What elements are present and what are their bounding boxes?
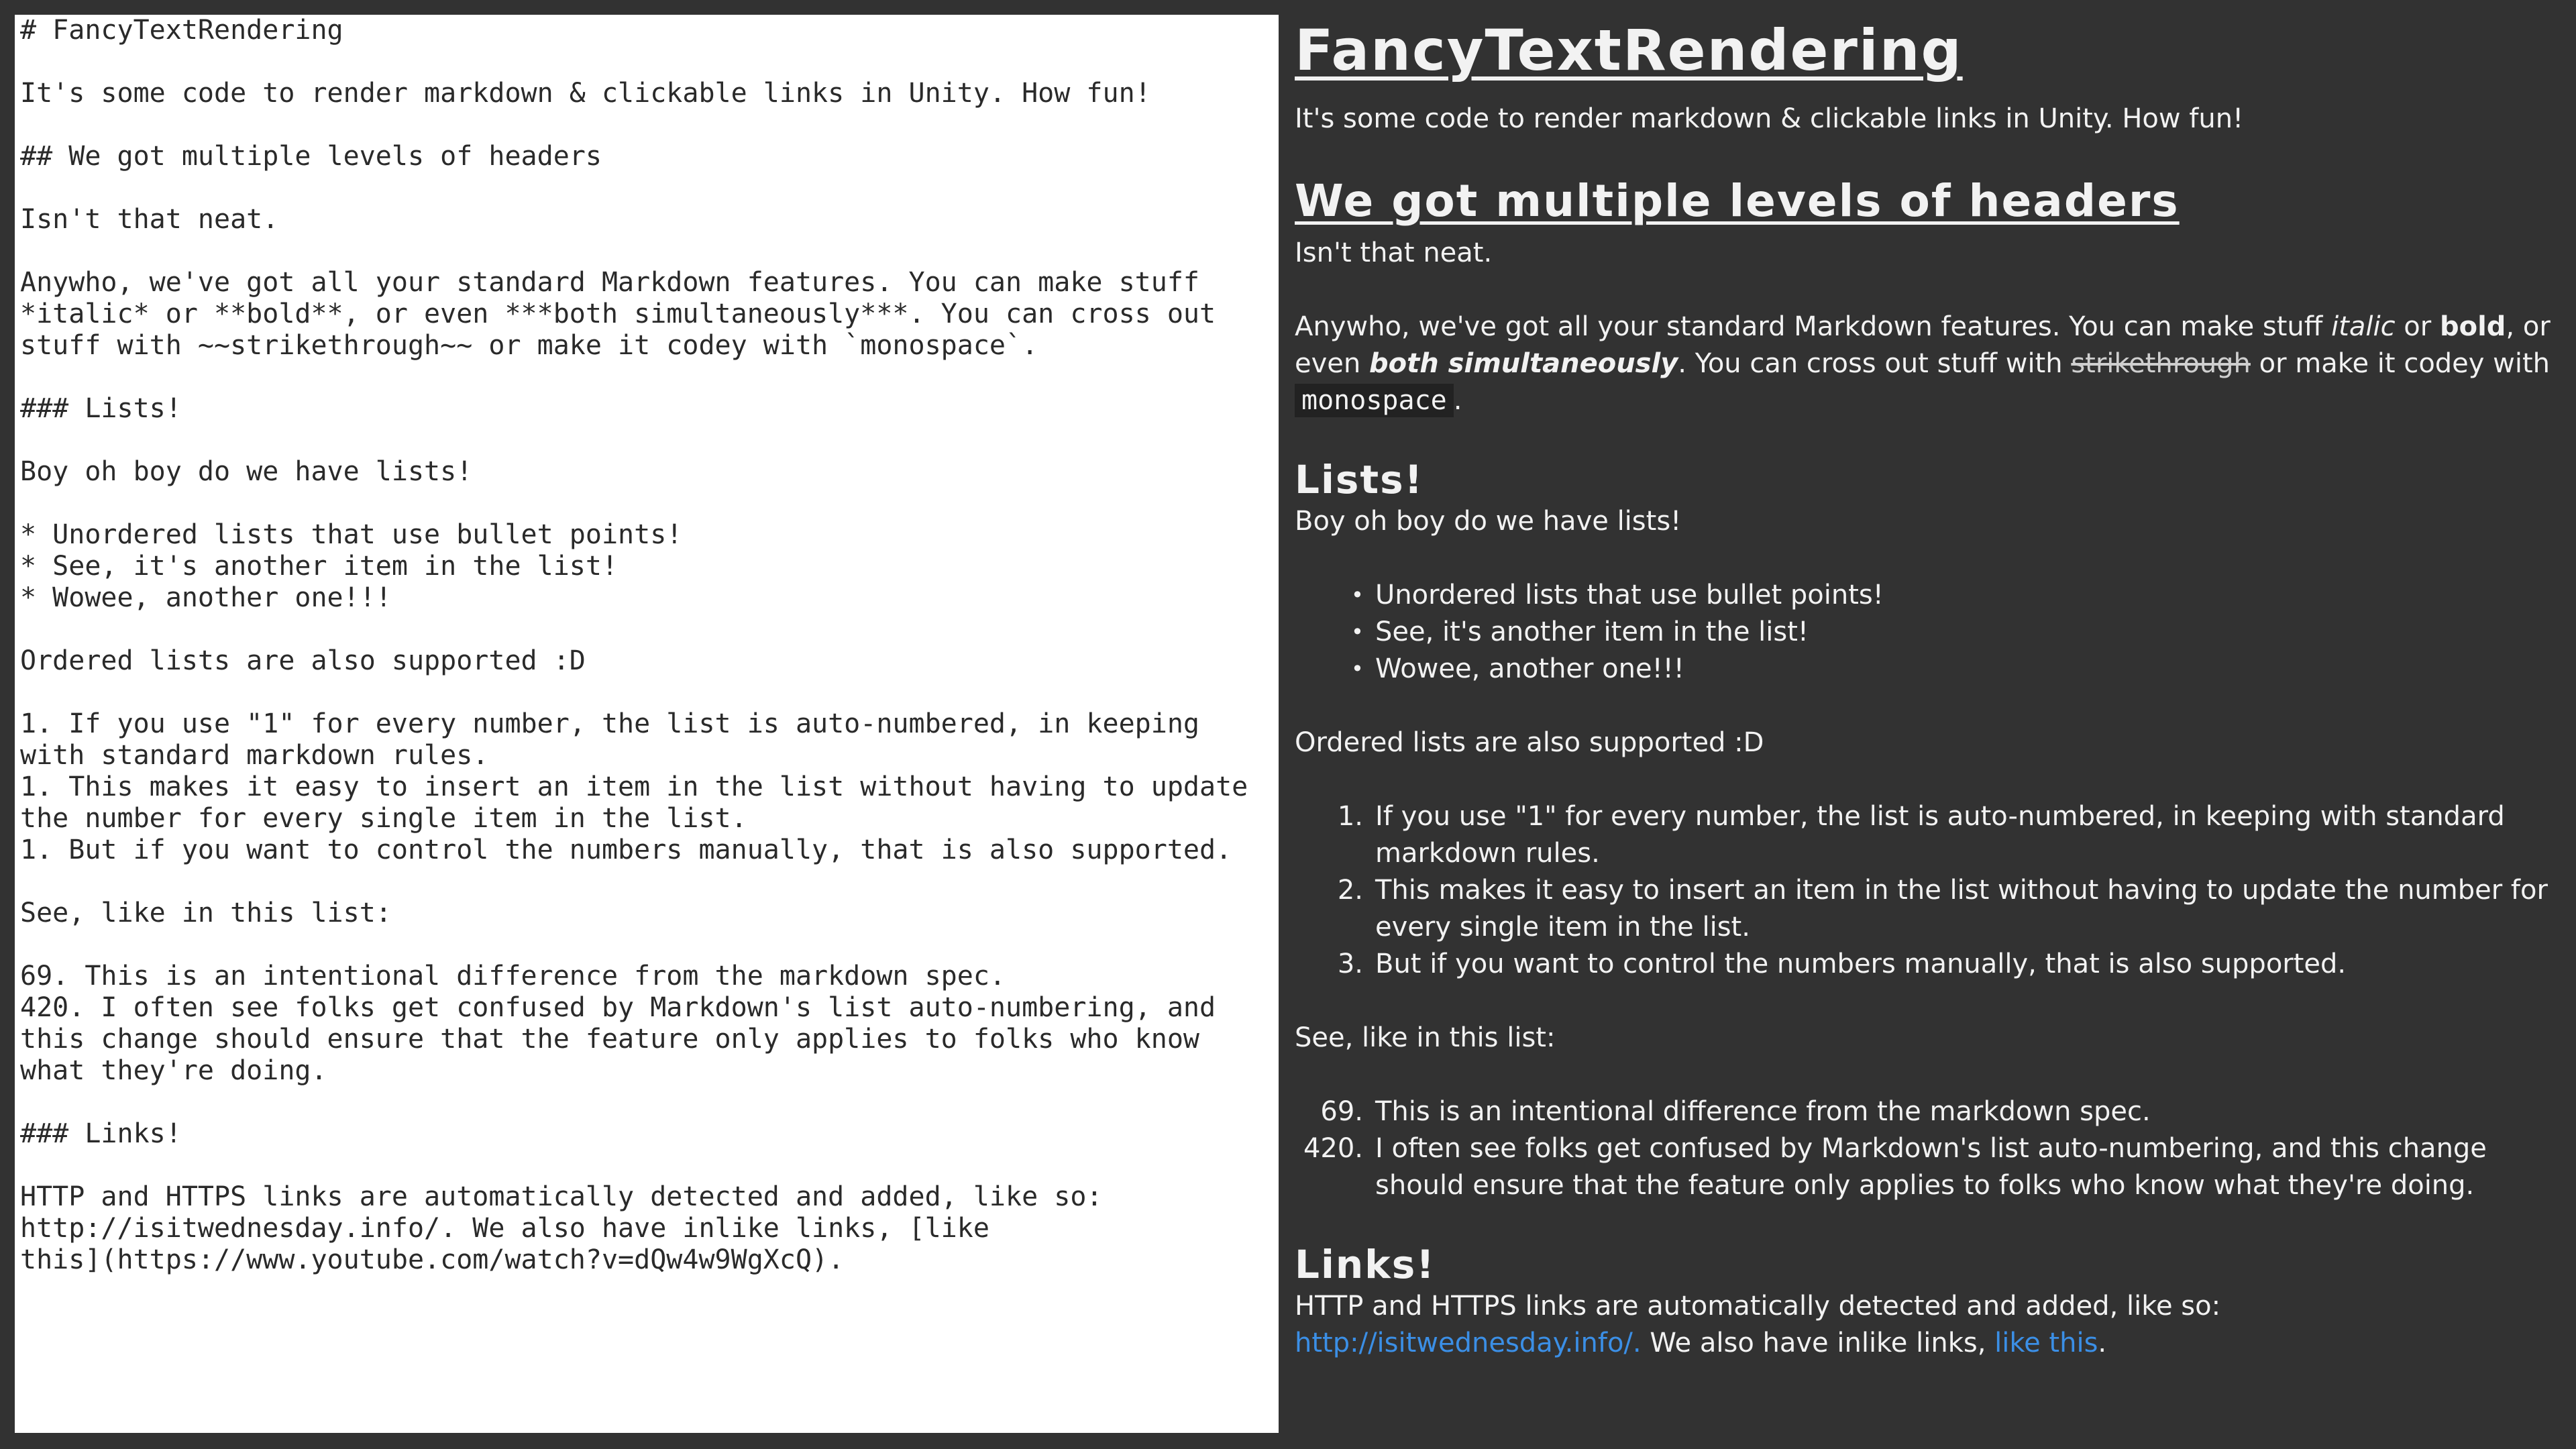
list-item bbox=[1295, 614, 2556, 651]
preview-title: FancyTextRendering bbox=[1295, 17, 1963, 83]
list-number: 420. bbox=[1303, 1133, 1363, 1164]
inline-link[interactable]: like this bbox=[1994, 1328, 2098, 1358]
list-item-text: See, it's another item in the list! bbox=[1375, 616, 1809, 647]
list-item-text: Unordered lists that use bullet points! bbox=[1375, 580, 1884, 610]
auto-link[interactable]: http://isitwednesday.info/. bbox=[1295, 1328, 1642, 1358]
features-paragraph bbox=[1295, 309, 2556, 419]
list-item bbox=[1295, 798, 2556, 872]
italic-text: italic bbox=[2331, 311, 2396, 342]
intro-paragraph: It's some code to render markdown & clickable links in Unity. How fun! bbox=[1295, 103, 2244, 134]
list-item bbox=[1295, 651, 2556, 688]
features-text: or bbox=[2395, 311, 2440, 342]
links-text: . bbox=[2098, 1328, 2107, 1358]
monospace-text: monospace bbox=[1295, 384, 1454, 417]
list-item bbox=[1295, 872, 2556, 946]
features-text: . bbox=[1453, 385, 1462, 416]
list-number: 2. bbox=[1337, 875, 1363, 906]
list-number: 1. bbox=[1337, 801, 1363, 832]
bullet-icon: • bbox=[1351, 656, 1364, 682]
rendered-preview bbox=[1295, 13, 2556, 1436]
list-number: 69. bbox=[1320, 1096, 1363, 1127]
list-item-text: Wowee, another one!!! bbox=[1375, 653, 1684, 684]
list-item-text: I often see folks get confused by Markdown's list auto-numbering, and this change should ensure that the feature only applies to folks who know what they're doing. bbox=[1375, 1133, 2487, 1201]
list-item bbox=[1295, 946, 2556, 983]
ordered-list bbox=[1295, 798, 2556, 983]
see-like-paragraph: See, like in this list: bbox=[1295, 1022, 1556, 1053]
list-item-text: This makes it easy to insert an item in the list without having to update the number for every single item in the list. bbox=[1375, 875, 2548, 943]
custom-numbered-list bbox=[1295, 1093, 2556, 1204]
features-text: Anywho, we've got all your standard Markdown features. You can make stuff bbox=[1295, 311, 2332, 342]
markdown-editor[interactable] bbox=[15, 15, 1279, 1433]
heading-links: Links! bbox=[1295, 1242, 1436, 1287]
links-text: We also have inlike links, bbox=[1641, 1328, 1995, 1358]
bold-italic-text: both simultaneously bbox=[1368, 348, 1678, 379]
links-paragraph bbox=[1295, 1288, 2556, 1362]
markdown-source-text[interactable]: # FancyTextRendering It's some code to render markdown & clickable links in Unity. How fun! ## We got multiple levels of headers Isn't that neat. Anywho, we've got all your standard Markdown features. You can make stuff *italic* or **bold**, or even ***both simultaneously***. You can cross out stuff with ~~strikethrough~~ or make it codey with `monospace`. ### Lists! Boy oh boy do we have lists! * Unordered lists that use bullet points! * See, it's another item in the list! * Wowee, another one!!! Ordered lists are also supported :D 1. If you use "1" for every number, the list is auto-numbered, in keeping with standard markdown rules. 1. This makes it easy to insert an item in the list without having to update the number for every single item in the list. 1. But if you want to control the numbers manually, that is also supported. See, like in this list: 69. This is an intentional difference from the markdown spec. 420. I often see folks get confused by Markdown's list auto-numbering, and this change should ensure that the feature only applies to folks who know what they're doing. ### Links! HTTP and HTTPS links are automatically detected and added, like so: http://isitwednesday.info/. We also have inlike links, [like this](https://www.youtube.com/watch?v=dQw4w9WgXcQ). bbox=[20, 15, 1248, 1275]
heading-levels: We got multiple levels of headers bbox=[1295, 175, 2180, 227]
bullet-icon: • bbox=[1351, 619, 1364, 645]
heading-lists: Lists! bbox=[1295, 457, 1424, 502]
list-number: 3. bbox=[1337, 949, 1363, 979]
neat-paragraph: Isn't that neat. bbox=[1295, 237, 1493, 268]
list-item-text: If you use "1" for every number, the list is auto-numbered, in keeping with standard markdown rules. bbox=[1375, 801, 2505, 869]
list-item bbox=[1295, 1130, 2556, 1204]
lists-intro: Boy oh boy do we have lists! bbox=[1295, 506, 1682, 537]
list-item bbox=[1295, 577, 2556, 614]
ordered-intro: Ordered lists are also supported :D bbox=[1295, 727, 1764, 758]
bullet-icon: • bbox=[1351, 582, 1364, 608]
features-text: or make it codey with bbox=[2250, 348, 2551, 379]
links-text: HTTP and HTTPS links are automatically detected and added, like so: bbox=[1295, 1291, 2221, 1322]
features-text: . You can cross out stuff with bbox=[1678, 348, 2072, 379]
list-item bbox=[1295, 1093, 2556, 1130]
list-item-text: But if you want to control the numbers manually, that is also supported. bbox=[1375, 949, 2347, 979]
unordered-list bbox=[1295, 577, 2556, 688]
bold-text: bold bbox=[2439, 311, 2506, 342]
strikethrough-text: strikethrough bbox=[2071, 348, 2251, 379]
features-text: , or even bbox=[1295, 311, 2551, 379]
list-item-text: This is an intentional difference from the markdown spec. bbox=[1375, 1096, 2151, 1127]
